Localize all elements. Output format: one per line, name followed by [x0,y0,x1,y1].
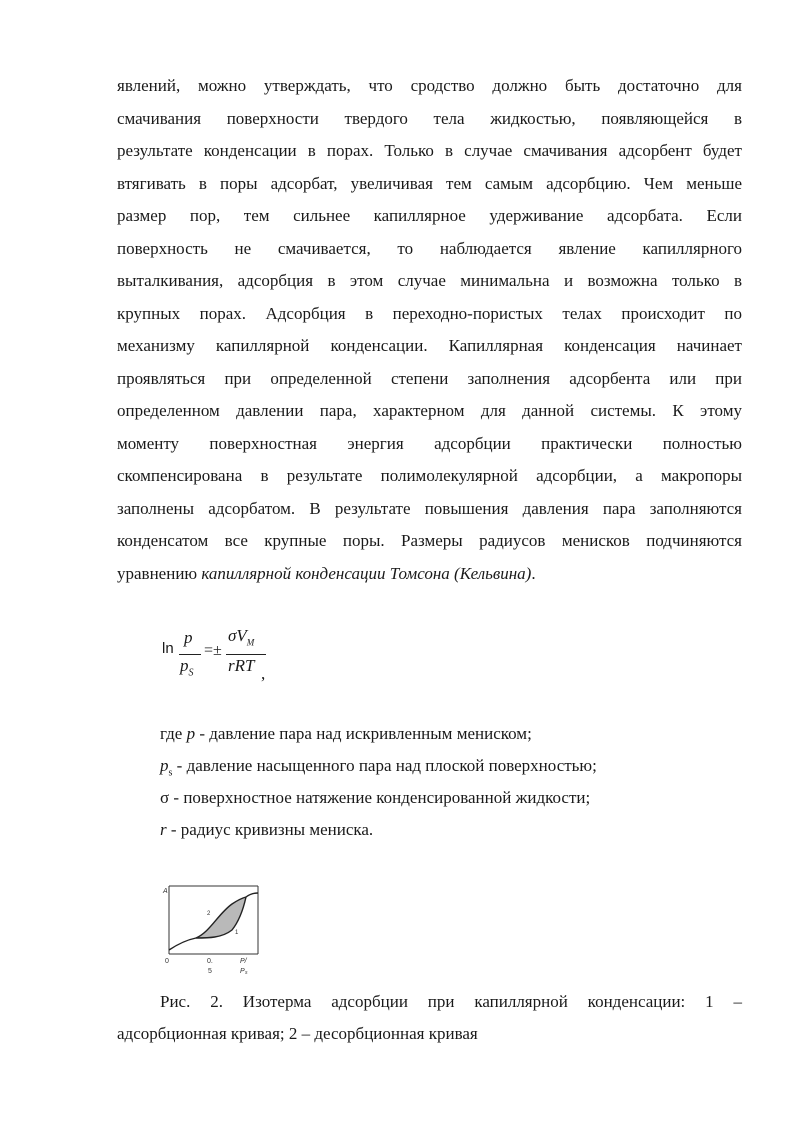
isotherm-plot [160,884,270,976]
paragraph-line: проявляться при определенной степени заполнения адсорбента или при [117,368,742,388]
formula-fraction-bar [179,654,201,655]
paragraph-line: моменту поверхностная энергия адсорбции практически полностью [117,433,742,453]
formula-ln: ln [162,640,174,657]
kelvin-formula [160,624,300,684]
paragraph-line: заполнены адсорбатом. В результате повышения давления пара заполняются [117,498,742,518]
paragraph-line: смачивания поверхности твердого тела жидкостью, появляющейся в [117,108,742,128]
paragraph-line: размер пор, тем сильнее капиллярное удерживание адсорбата. Если [117,206,742,225]
x-axis-label: P/ [240,958,247,965]
definition-ps: $p_s$ - давление насыщенного пара над плоской поверхностью; [160,756,597,779]
x-tick-0: 0 [165,958,169,965]
paragraph-line: крупных порах. Адсорбция в переходно-пористых телах происходит по [117,303,742,323]
caption-line: Рис. 2. Изотерма адсорбции при капиллярной конденсации: 1 – [160,992,742,1011]
paragraph-line: явлений, можно утверждать, что сродство должно быть достаточно для [117,76,742,95]
isotherm-figure [160,884,270,976]
last-line-end: . [531,563,536,583]
formula-fraction-bar [226,654,266,655]
x-tick-mid-cont: 5 [208,968,212,975]
paragraph-line: конденсатом все крупные поры. Размеры радиусов менисков подчиняются [117,531,742,550]
paragraph-line: скомпенсирована в результате полимолекулярной адсорбции, а макропоры [117,466,742,485]
formula-numerator-sigma-v: $\sigma V_M$ [228,626,255,648]
paragraph-line: результате конденсации в порах. Только в случае смачивания адсорбент будет [117,141,742,160]
definition-sigma: σ - поверхностное натяжение конденсированной жидкости; [160,788,591,807]
formula-numerator-p: p [184,628,193,647]
formula-comma: , [261,664,266,683]
formula-denominator-rrt: rRT [228,656,255,675]
hysteresis-loop [196,897,246,938]
x-tick-mid: 0. [207,958,213,965]
definition-p: где p - давление пара над искривленным мениском; [160,724,532,743]
curve-label-2: 2 [207,911,211,917]
paragraph-line: втягивать в поры адсорбат, увеличивая тем самым адсорбцию. Чем меньше [117,173,742,193]
adsorption-curve [169,893,258,950]
formula-denominator-ps: $p_S$ [180,656,194,679]
formula-equals-pm: =± [204,642,222,659]
x-axis-label-sub: s [245,970,248,976]
paragraph-line: определенном давлении пара, характерном для данной системы. К этому [117,401,742,420]
caption-line: адсорбционная кривая; 2 – десорбционная кривая [117,1024,478,1043]
last-line-text: уравнению [117,563,202,583]
x-axis-label-cont: P [240,968,245,975]
paragraph-last-line [117,562,742,586]
kelvin-equation-term: капиллярной конденсации Томсона (Кельвина) [201,563,532,583]
paragraph-line: выталкивания, адсорбция в этом случае минимальна и возможна только в [117,271,742,290]
paragraph-line: поверхность не смачивается, то наблюдается явление капиллярного [117,238,742,258]
paragraph-line: механизму капиллярной конденсации. Капиллярная конденсация начинает [117,336,742,355]
curve-label-1: 1 [235,930,239,936]
definition-r: r - радиус кривизны мениска. [160,820,374,839]
y-axis-label: A [163,888,168,895]
